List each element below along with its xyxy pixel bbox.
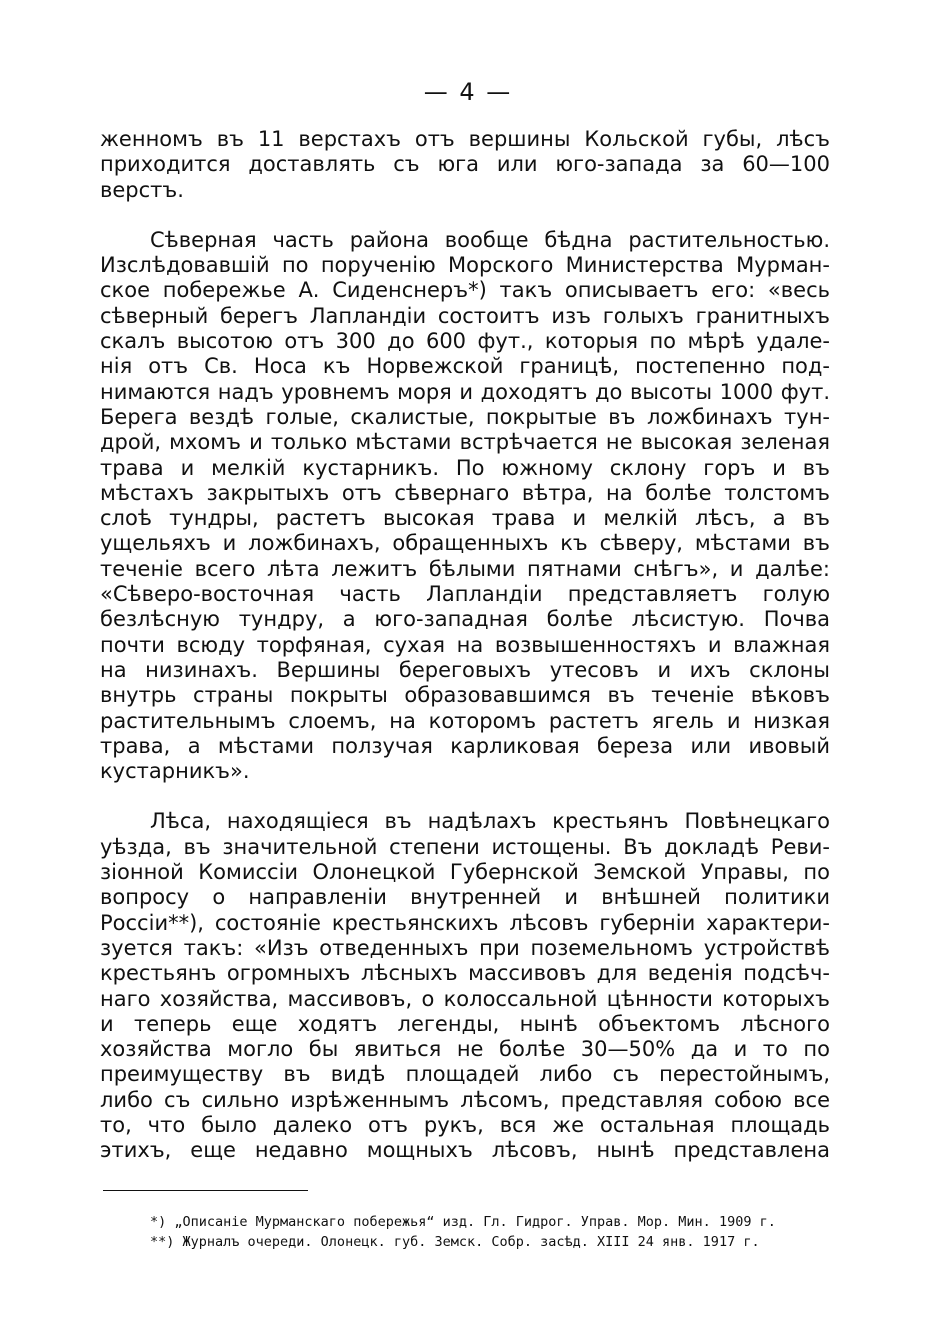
text-line: безлѣсную тундру, а юго-западная болѣе лѣсистую. Почва: [100, 607, 830, 632]
footnote: *) „Описаніе Мурманскаго побережья“ изд. Гл. Гидрог. Управ. Мор. Мин. 1909 г.: [150, 1214, 776, 1230]
text-line: этихъ, еще недавно мощныхъ лѣсовъ, нынѣ представлена: [100, 1138, 830, 1163]
text-line: ское побережье А. Сиденснеръ*) такъ описываетъ его: «весь: [100, 278, 830, 303]
text-line: то, что было далеко отъ рукъ, вся же остальная площадь: [100, 1112, 830, 1137]
text-line: женномъ въ 11 верстахъ отъ вершины Кольской губы, лѣсъ: [100, 127, 830, 151]
text-line: внутрь страны покрыты образовавшимся въ теченіе вѣковъ: [100, 683, 830, 708]
text-line: Берега вездѣ голые, скалистые, покрытые въ ложбинахъ тун-: [100, 404, 830, 429]
text-line: на низинахъ. Вершины береговыхъ утесовъ и ихъ склоны: [100, 657, 830, 682]
text-line: либо съ сильно изрѣженнымъ лѣсомъ, представляя собою все: [100, 1087, 830, 1112]
text-line: «Сѣверо-восточная часть Лапландіи представляетъ голую: [100, 582, 830, 607]
text-line: и теперь еще ходятъ легенды, нынѣ объектомъ лѣсного: [100, 1011, 830, 1036]
text-line: трава, а мѣстами ползучая карликовая береза или ивовый: [100, 733, 830, 758]
text-line: уѣзда, въ значительной степени истощены. Въ докладѣ Реви-: [100, 834, 830, 859]
text-line: преимуществу въ видѣ площадей либо съ перестойнымъ,: [100, 1062, 830, 1087]
paragraph: [100, 228, 830, 785]
footnote-divider: [103, 1190, 308, 1191]
paragraph: [100, 127, 830, 203]
text-line: крестьянъ огромныхъ лѣсныхъ массивовъ для веденія подсѣч-: [100, 961, 830, 986]
text-line: кустарникъ».: [100, 759, 250, 784]
text-line: Сѣверная часть района вообще бѣдна растительностью.: [150, 227, 830, 252]
text-line: нія отъ Св. Носа къ Норвежской границѣ, постепенно под-: [100, 354, 830, 379]
text-line: вопросу о направленіи внутренней и внѣшней политики: [100, 885, 830, 910]
text-line: сѣверный берегъ Лапландіи состоитъ изъ голыхъ гранитныхъ: [100, 303, 830, 328]
text-line: Лѣса, находящіеся въ надѣлахъ крестьянъ Повѣнецкаго: [150, 809, 830, 834]
text-line: ущельяхъ и ложбинахъ, обращенныхъ къ сѣверу, мѣстами въ: [100, 531, 830, 556]
paragraph: [100, 809, 830, 1163]
text-line: теченіе всего лѣта лежитъ бѣлыми пятнами снѣгъ», и далѣе:: [100, 556, 830, 581]
text-line: слоѣ тундры, растетъ высокая трава и мелкій лѣсъ, а въ: [100, 506, 830, 531]
text-line: мѣстахъ закрытыхъ отъ сѣвернаго вѣтра, на болѣе толстомъ: [100, 480, 830, 505]
text-line: приходится доставлять съ юга или юго-запада за 60—100: [100, 152, 830, 177]
text-line: зіонной Комиссіи Олонецкой Губернской Земской Управы, по: [100, 860, 830, 885]
text-line: дрой, мхомъ и только мѣстами встрѣчается не высокая зеленая: [100, 430, 830, 455]
text-line: зуется такъ: «Изъ отведенныхъ при поземельномъ устройствѣ: [100, 935, 830, 960]
body-text: [100, 127, 830, 1164]
text-line: растительнымъ слоемъ, на которомъ растетъ ягель и низкая: [100, 708, 830, 733]
text-line: наго хозяйства, массивовъ, о колоссальной цѣнности которыхъ: [100, 986, 830, 1011]
text-line: верстъ.: [100, 177, 184, 202]
text-line: Изслѣдовавшій по порученію Морского Министерства Мурман-: [100, 253, 830, 278]
footnote: **) Журналъ очереди. Олонецк. губ. Земск. Собр. засѣд. XIII 24 янв. 1917 г.: [150, 1234, 760, 1250]
text-line: трава и мелкій кустарникъ. По южному склону горъ и въ: [100, 455, 830, 480]
text-line: почти всюду торфяная, сухая на возвышенностяхъ и влажная: [100, 632, 830, 657]
page-number: — 4 —: [423, 78, 513, 106]
text-line: Россіи**), состояніе крестьянскихъ лѣсовъ губерніи характери-: [100, 910, 830, 935]
text-line: нимаются надъ уровнемъ моря и доходятъ до высоты 1000 фут.: [100, 379, 830, 404]
text-line: скалъ высотою отъ 300 до 600 фут., которыя по мѣрѣ удале-: [100, 329, 830, 354]
text-line: хозяйства могло бы явиться не болѣе 30—50% да и то по: [100, 1037, 830, 1062]
